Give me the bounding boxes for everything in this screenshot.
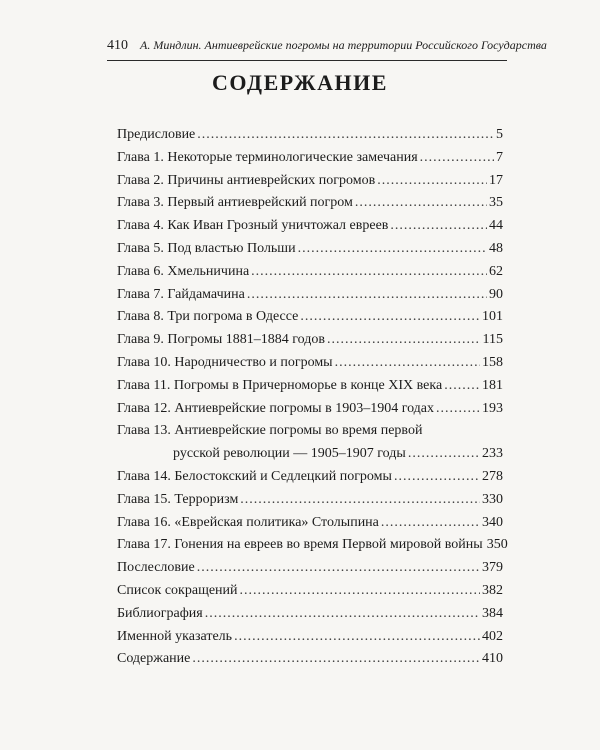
toc-entry-page: 384: [482, 605, 503, 621]
toc-entry: [117, 512, 503, 535]
dot-leader: [390, 215, 487, 238]
dot-leader: [247, 284, 487, 307]
toc-entry-label: Глава 1. Некоторые терминологические замечания: [117, 149, 418, 165]
toc-entry-label: Глава 5. Под властью Польши: [117, 240, 296, 256]
toc-entry-page: 35: [489, 195, 503, 211]
toc-entry-page: 7: [496, 149, 503, 165]
dot-leader: [444, 375, 480, 398]
toc-entry: [117, 489, 503, 512]
toc-entry-page: 340: [482, 514, 503, 530]
toc-entry-label: Глава 13. Антиеврейские погромы во время первой: [117, 423, 423, 439]
toc-entry: [117, 124, 503, 147]
toc-entry: [117, 147, 503, 170]
toc-entry-label: Глава 16. «Еврейская политика» Столыпина: [117, 514, 379, 530]
toc-entry-label: Список сокращений: [117, 582, 238, 598]
dot-leader: [240, 489, 480, 512]
toc-entry-label: Глава 14. Белостокский и Седлецкий погромы: [117, 468, 392, 484]
toc-entry-label: Глава 3. Первый антиеврейский погром: [117, 195, 353, 211]
toc-entry: [117, 192, 503, 215]
toc-entry: [117, 170, 503, 193]
toc-entry: [117, 420, 503, 443]
toc-entry: [117, 375, 503, 398]
toc-entry-page: 379: [482, 560, 503, 576]
dot-leader: [377, 170, 487, 193]
toc-entry-label: Глава 9. Погромы 1881–1884 годов: [117, 332, 325, 348]
dot-leader: [240, 580, 480, 603]
toc-entry-page: 193: [482, 400, 503, 416]
toc-entry-label: Библиография: [117, 605, 203, 621]
toc-entry-page: 233: [482, 446, 503, 462]
dot-leader: [234, 626, 480, 649]
toc-entry-label: Послесловие: [117, 560, 195, 576]
dot-leader: [251, 261, 487, 284]
toc-entry-label: Глава 15. Терроризм: [117, 491, 239, 507]
dot-leader: [335, 352, 480, 375]
toc-entry-label: Содержание: [117, 651, 191, 667]
toc-entry-page: 330: [482, 491, 503, 507]
page-number: 410: [107, 38, 128, 53]
toc-entry: [117, 398, 503, 421]
toc-entry-page: 17: [489, 172, 503, 188]
dot-leader: [436, 398, 480, 421]
toc-entry: [117, 215, 503, 238]
dot-leader: [205, 603, 480, 626]
toc-entry-page: 115: [482, 332, 503, 348]
toc-entry-page: 158: [482, 354, 503, 370]
toc-entry: [117, 534, 508, 557]
header-rule: [107, 60, 507, 61]
toc-entry-label: Глава 11. Погромы в Причерноморье в конце XIX века: [117, 377, 443, 393]
toc-entry-label: Глава 17. Гонения на евреев во время Первой мировой войны: [117, 537, 483, 553]
toc-entry-page: 350: [486, 537, 508, 553]
page-title: СОДЕРЖАНИЕ: [212, 70, 388, 95]
toc-entry-page: 101: [482, 309, 503, 325]
dot-leader: [197, 124, 494, 147]
dot-leader: [327, 329, 481, 352]
toc-entry-label: Глава 6. Хмельничина: [117, 263, 250, 279]
dot-leader: [420, 147, 494, 170]
toc-entry: [117, 648, 503, 671]
toc-entry-label: Глава 8. Три погрома в Одессе: [117, 309, 299, 325]
toc-entry-page: 90: [489, 286, 503, 302]
toc-entry: [117, 626, 503, 649]
dot-leader: [300, 306, 480, 329]
toc-entry-page: 62: [489, 263, 503, 279]
toc-entry-continuation: [117, 443, 503, 466]
dot-leader: [394, 466, 480, 489]
toc-entry: [117, 329, 503, 352]
table-of-contents: [117, 124, 508, 671]
toc-entry-page: 402: [482, 628, 503, 644]
toc-entry-page: 5: [496, 127, 503, 142]
dot-leader: [298, 238, 487, 261]
toc-entry-label: Глава 4. Как Иван Грозный уничтожал евреев: [117, 218, 389, 234]
toc-entry-label-continuation: русской революции — 1905–1907 годы: [173, 446, 406, 462]
toc-entry-label: Именной указатель: [117, 628, 233, 644]
toc-entry-page: 382: [482, 582, 503, 598]
toc-entry: [117, 284, 503, 307]
running-header: [107, 38, 547, 54]
dot-leader: [355, 192, 487, 215]
toc-entry-page: 181: [482, 377, 503, 393]
toc-entry-label: Глава 2. Причины антиеврейских погромов: [117, 172, 376, 188]
toc-entry-label: Глава 10. Народничество и погромы: [117, 354, 333, 370]
toc-entry: [117, 557, 503, 580]
toc-entry-label: Глава 7. Гайдамачина: [117, 286, 245, 302]
toc-entry-label: Глава 12. Антиеврейские погромы в 1903–1904 годах: [117, 400, 435, 416]
toc-entry: [117, 580, 503, 603]
dot-leader: [408, 443, 480, 466]
toc-entry: [117, 306, 503, 329]
toc-entry: [117, 466, 503, 489]
dot-leader: [197, 557, 480, 580]
toc-entry: [117, 603, 503, 626]
toc-entry: [117, 352, 503, 375]
running-title: А. Миндлин. Антиеврейские погромы на территории Российского Государства: [140, 38, 547, 52]
toc-entry-page: 410: [482, 651, 503, 667]
dot-leader: [381, 512, 480, 535]
dot-leader: [192, 648, 480, 671]
toc-entry-page: 278: [482, 468, 503, 484]
toc-entry-page: 44: [489, 218, 503, 234]
toc-entry-page: 48: [489, 240, 503, 256]
toc-entry-label: Предисловие: [117, 127, 196, 142]
toc-entry: [117, 238, 503, 261]
toc-entry: [117, 261, 503, 284]
